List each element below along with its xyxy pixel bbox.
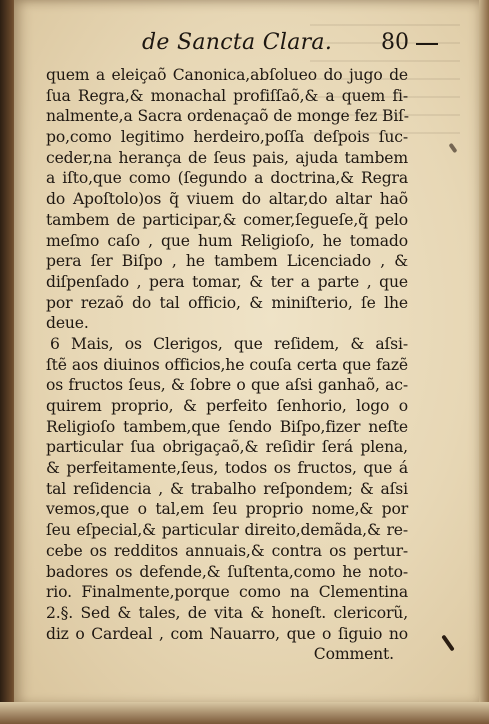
text-line: particular ſua obrigaçaõ,& reſidir ſerá plena, (46, 438, 408, 457)
page-bottom-edge (0, 702, 489, 724)
text-line: quirem proprio, & perfeito ſenhorio, logo o (46, 397, 408, 415)
text-line: pera ſer Biſpo , he tambem Licenciado , & (46, 252, 408, 271)
page-edge (479, 0, 489, 724)
text-line: badores os defende,& ſuſtenta,como he noto- (46, 562, 408, 581)
text-line: a iſto,que como (ſegundo a doctrina,& Regra (46, 169, 408, 188)
text-line: tambem de participar,& comer,ſegueſe,q̃ pelo (46, 210, 408, 229)
text-line: por rezaõ do tal officio, & miniſterio, ſe lhe (46, 293, 408, 312)
text-line: quem a eleiçaõ Canonica,abſolueo do jugo de (46, 66, 408, 84)
text-line: cebe os redditos annuais,& contra os pertur- (46, 541, 408, 560)
running-title: de Sancta Clara. (142, 30, 333, 55)
text-line: ſtẽ aos diuinos officios,he couſa certa que fazẽ (46, 355, 408, 374)
text-line: ceder,na herança de ſeus pais, ajuda tambem (46, 148, 408, 167)
text-line: diſpenſado , pera tomar, & ter a parte , que (46, 272, 408, 291)
text-line: ſeu eſpecial,& particular direito,demãda,& re- (46, 521, 408, 540)
header-rule (416, 43, 438, 45)
text-line: nalmente,a Sacra ordenaçaõ de monge fez Biſ- (46, 107, 409, 126)
text-line: 2.§. Sed & tales, de vita & honeſt. clericorũ, (46, 603, 408, 622)
text-line: do Apoſtolo)os q̃ viuem do altar,do altar haõ (46, 190, 408, 209)
text-line: vemos,que o tal,em ſeu proprio nome,& por (46, 500, 408, 519)
page-header (44, 30, 464, 60)
text-line: deue. (46, 314, 89, 333)
text-line: rio. Finalmente,porque como na Clementina (46, 583, 408, 602)
page-number: 80 (381, 30, 409, 55)
margin-ink-mark (441, 634, 455, 651)
text-line: po,como legitimo herdeiro,poſſa deſpois ſuc- (46, 128, 408, 147)
paragraph-start-line: 6 Mais, os Clerigos, que reſidem, & aſsi- (50, 334, 408, 353)
text-line: tal reſidencia , & trabalho reſpondem; & aſsi (46, 479, 408, 498)
text-line: & perfeitamente,ſeus, todos os fructos, que á (46, 459, 408, 478)
book-page (14, 0, 482, 706)
text-line: diz o Cardeal , com Nauarro, que o ſiguio no (46, 624, 408, 643)
text-line: meſmo caſo , que hum Religioſo, he tomado (46, 231, 408, 250)
text-line: os fructos ſeus, & ſobre o que aſsi ganhaõ, ac- (46, 376, 408, 395)
body-text (46, 65, 408, 665)
catchword: Comment. (313, 645, 394, 664)
text-line: Religioſo tambem,que ſendo Biſpo,fizer neſte (46, 417, 408, 436)
text-line: ſua Regra,& monachal profiſſaõ,& a quem fi- (46, 86, 408, 105)
margin-ink-mark (448, 143, 457, 153)
